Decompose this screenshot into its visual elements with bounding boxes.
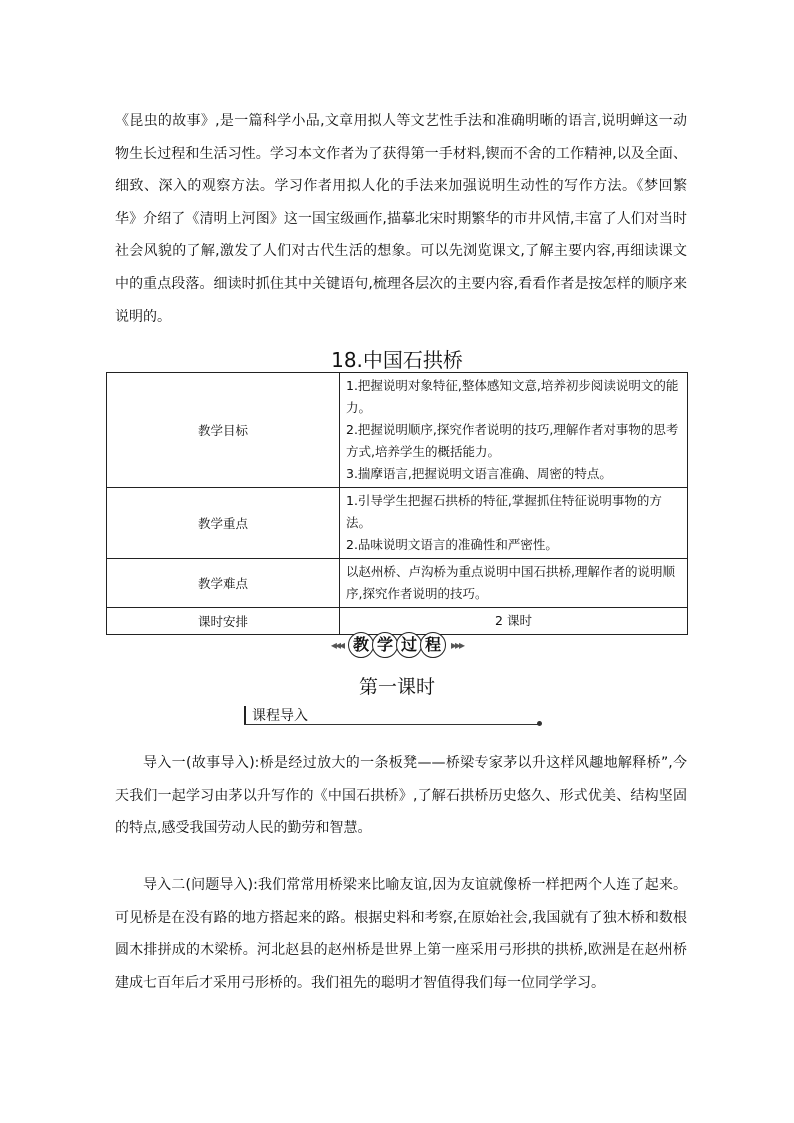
table-row: [107, 608, 688, 635]
arrows-left-icon: ◂◂◂: [330, 638, 343, 652]
lesson-title: 18.中国石拱桥: [331, 348, 463, 372]
intro-paragraph: 《昆虫的故事》,是一篇科学小品,文章用拟人等文艺性手法和准确明晰的语言,说明蝉这一动物生长过程和生活习性。学习本文作者为了获得第一手材料,锲而不舍的工作精神,以及全面、细致、深入的观察方法。学习作者用拟人化的手法来加强说明生动性的写作方法。《梦回繁华》介绍了《清明上河图》这一国宝级画作,描摹北宋时期繁华的市井风情,丰富了人们对当时社会风貌的了解,激发了人们对古代生活的想象。可以先浏览课文,了解主要内容,再细读课文中的重点段落。细读时抓住其中关键语句,梳理各层次的主要内容,看看作者是按怎样的顺序来说明的。: [115, 113, 687, 325]
difficulties-content: 以赵州桥、卢沟桥为重点说明中国石拱桥,理解作者的说明顺序,探究作者说明的技巧。: [340, 559, 688, 608]
lesson-plan-table: [106, 372, 688, 635]
key-point-item: 2.品味说明文语言的准确性和严密性。: [346, 537, 558, 552]
banner-char: 程: [420, 632, 446, 658]
goal-item: 2.把握说明顺序,探究作者说明的技巧,理解作者对事物的思考方式,培养学生的概括能力。: [346, 422, 679, 459]
section-heading: [244, 704, 542, 724]
arrows-right-icon: ▸▸▸: [451, 638, 464, 652]
goals-content: [340, 373, 688, 488]
heading-bar: [244, 706, 246, 724]
key-points-content: [340, 488, 688, 559]
difficulties-label: 教学难点: [107, 559, 340, 608]
banner-char: 过: [396, 632, 422, 658]
intro-option-2: 导入二(问题导入):我们常常用桥梁来比喻友谊,因为友谊就像桥一样把两个人连了起来。可见桥是在没有路的地方搭起来的路。根据史料和考察,在原始社会,我国就有了独木桥和数根圆木排拼成的木梁桥。河北赵县的赵州桥是世界上第一座采用弓形拱的拱桥,欧洲是在赵州桥建成七百年后才采用弓形桥的。我们祖先的聪明才智值得我们每一位同学学习。: [115, 877, 687, 991]
goals-label: 教学目标: [107, 373, 340, 488]
banner-char: 学: [372, 632, 398, 658]
schedule-content: 2 课时: [340, 608, 688, 635]
table-row: [107, 488, 688, 559]
banner-char: 教: [348, 632, 374, 658]
table-row: [107, 559, 688, 608]
heading-dot-icon: [537, 721, 542, 726]
session-title: 第一课时: [358, 676, 435, 698]
key-points-label: 教学重点: [107, 488, 340, 559]
table-row: [107, 373, 688, 488]
key-point-item: 1.引导学生把握石拱桥的特征,掌握抓住特征说明事物的方法。: [346, 493, 662, 530]
goal-item: 3.揣摩语言,把握说明文语言准确、周密的特点。: [346, 466, 612, 481]
schedule-label: 课时安排: [107, 608, 340, 635]
heading-underline: [244, 724, 538, 725]
teaching-process-banner: [0, 632, 794, 658]
section-heading-text: 课程导入: [252, 708, 308, 724]
intro-option-1: 导入一(故事导入):桥是经过放大的一条板凳——桥梁专家茅以升这样风趣地解释桥”,今天我们一起学习由茅以升写作的《中国石拱桥》,了解石拱桥历史悠久、形式优美、结构坚固的特点,感受我国劳动人民的勤劳和智慧。: [115, 755, 687, 837]
goal-item: 1.把握说明对象特征,整体感知文意,培养初步阅读说明文的能力。: [346, 378, 679, 415]
